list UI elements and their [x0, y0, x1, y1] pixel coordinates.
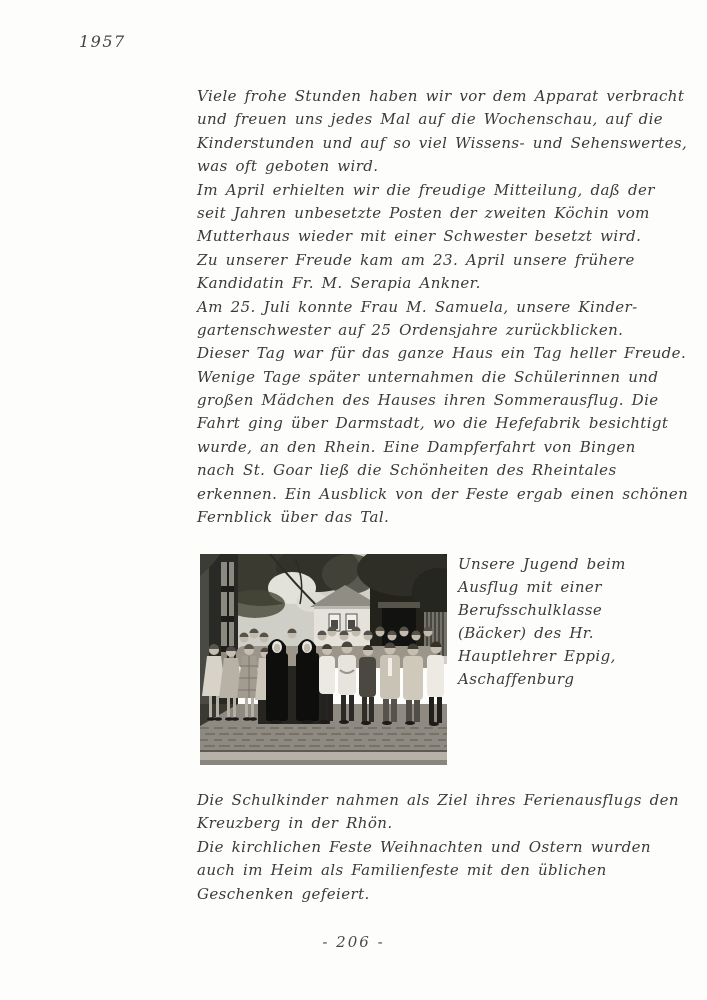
text-line: was oft geboten wird.: [197, 157, 379, 176]
text-line: erkennen. Ein Ausblick von der Feste ergab einen schönen: [197, 484, 689, 503]
text-line: nach St. Goar ließ die Schönheiten des Rheintales: [197, 461, 617, 480]
text-line: Zu unserer Freude kam am 23. April unsere frühere: [197, 250, 635, 269]
text-line: Kandidatin Fr. M. Serapia Ankner.: [197, 274, 481, 293]
bottom-text-block: [197, 789, 679, 906]
text-line: gartenschwester auf 25 Ordensjahre zurückblicken.: [197, 320, 624, 339]
text-line: Die kirchlichen Feste Weihnachten und Ostern wurden: [197, 837, 651, 856]
text-line: Geschenken gefeiert.: [197, 884, 370, 903]
text-line: wurde, an den Rhein. Eine Dampferfahrt von Bingen: [197, 437, 636, 456]
caption-line: Hauptlehrer Eppig,: [458, 647, 616, 666]
text-line: großen Mädchen des Hauses ihren Sommerausflug. Die: [197, 391, 659, 410]
caption-line: Unsere Jugend beim: [458, 555, 626, 573]
text-line: Wenige Tage später unternahmen die Schülerinnen und: [197, 367, 659, 386]
text-line: Am 25. Juli konnte Frau M. Samuela, unsere Kinder-: [197, 297, 638, 316]
text-line: Die Schulkinder nahmen als Ziel ihres Ferienausflugs den: [197, 791, 679, 809]
caption-line: (Bäcker) des Hr.: [458, 624, 594, 643]
text-line: und freuen uns jedes Mal auf die Wochenschau, auf die: [197, 110, 664, 129]
caption-line: Aschaffenburg: [458, 670, 575, 689]
text-line: seit Jahren unbesetzte Posten der zweiten Köchin vom: [197, 203, 650, 222]
photo-caption: [458, 553, 648, 692]
caption-line: Berufsschulklasse: [458, 601, 603, 620]
text-line: Dieser Tag war für das ganze Haus ein Tag heller Freude.: [197, 344, 687, 363]
text-line: Im April erhielten wir die freudige Mitteilung, daß der: [197, 180, 655, 199]
text-line: Fahrt ging über Darmstadt, wo die Hefefabrik besichtigt: [197, 414, 669, 433]
page-number: - 206 -: [322, 933, 385, 951]
text-line: Fernblick über das Tal.: [197, 508, 390, 527]
text-line: Kreuzberg in der Rhön.: [197, 814, 393, 833]
photo-right-building: [357, 554, 447, 656]
text-line: Kinderstunden und auf so viel Wissens- und Sehenswertes,: [197, 133, 688, 152]
group-photo: [200, 554, 447, 765]
year-label: 1957: [79, 32, 126, 51]
text-line: Mutterhaus wieder mit einer Schwester besetzt wird.: [197, 227, 642, 246]
group-photo-illustration: [200, 554, 447, 765]
text-line: auch im Heim als Familienfeste mit den üblichen: [197, 861, 607, 880]
main-text-block: [197, 85, 689, 529]
caption-line: Ausflug mit einer: [458, 578, 602, 597]
text-line: Viele frohe Stunden haben wir vor dem Apparat verbracht: [197, 87, 685, 105]
